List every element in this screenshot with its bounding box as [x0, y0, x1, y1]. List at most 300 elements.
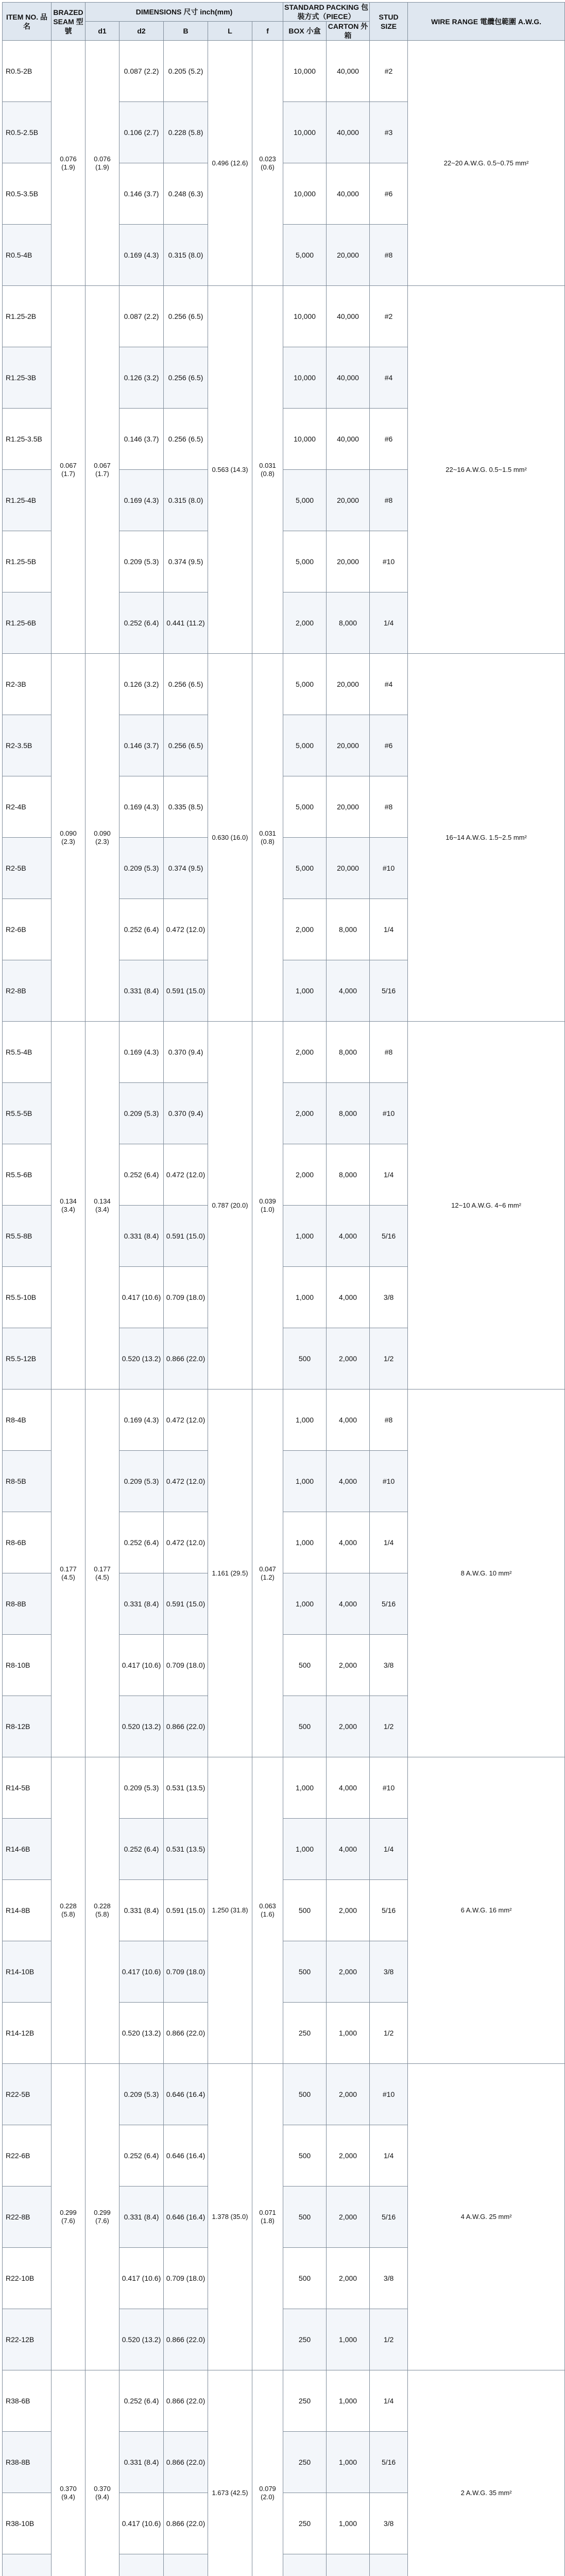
- carton-cell: 20,000: [327, 225, 370, 286]
- b-cell: 0.256 (6.5): [164, 286, 208, 347]
- b-cell: 0.709 (18.0): [164, 1267, 208, 1328]
- carton-cell: 1,000: [327, 2493, 370, 2554]
- col-dimensions: DIMENSIONS 尺寸 inch(mm): [85, 3, 283, 22]
- carton-cell: 2,000: [327, 1696, 370, 1757]
- stud-size-cell: #10: [370, 1083, 408, 1144]
- brazed-seam-cell: 0.177 (4.5): [52, 1389, 85, 1757]
- col-box: BOX 小盒: [283, 22, 327, 41]
- carton-cell: 40,000: [327, 163, 370, 225]
- d2-cell: 0.146 (3.7): [119, 715, 164, 776]
- stud-size-cell: 5/16: [370, 1206, 408, 1267]
- b-cell: 0.646 (16.4): [164, 2187, 208, 2248]
- l-cell: 0.630 (16.0): [208, 654, 252, 1022]
- wire-range-cell: 22~20 A.W.G. 0.5~0.75 mm²: [408, 41, 565, 286]
- d2-cell: 0.520 (13.2): [119, 1696, 164, 1757]
- f-cell: 0.047 (1.2): [252, 1389, 283, 1757]
- stud-size-cell: #4: [370, 347, 408, 409]
- carton-cell: 4,000: [327, 1267, 370, 1328]
- brazed-seam-cell: 0.134 (3.4): [52, 1022, 85, 1389]
- carton-cell: 1,000: [327, 2003, 370, 2064]
- carton-cell: 20,000: [327, 654, 370, 715]
- box-cell: 500: [283, 1696, 327, 1757]
- carton-cell: [327, 2554, 370, 2576]
- item-no-cell: R8-8B: [3, 1573, 52, 1635]
- b-cell: 0.472 (12.0): [164, 1144, 208, 1206]
- d2-cell: 0.252 (6.4): [119, 1512, 164, 1573]
- stud-size-cell: 3/8: [370, 2248, 408, 2309]
- item-no-cell: R2-3.5B: [3, 715, 52, 776]
- brazed-seam-cell: 0.370 (9.4): [52, 2370, 85, 2576]
- item-no-cell: R0.5-4B: [3, 225, 52, 286]
- f-cell: 0.031 (0.8): [252, 286, 283, 654]
- d2-cell: 0.146 (3.7): [119, 409, 164, 470]
- d2-cell: 0.252 (6.4): [119, 1819, 164, 1880]
- carton-cell: 40,000: [327, 347, 370, 409]
- d2-cell: 0.209 (5.3): [119, 838, 164, 899]
- b-cell: 0.646 (16.4): [164, 2125, 208, 2187]
- carton-cell: 2,000: [327, 1880, 370, 1941]
- f-cell: 0.023 (0.6): [252, 41, 283, 286]
- d1-cell: 0.076 (1.9): [85, 41, 119, 286]
- d2-cell: 0.252 (6.4): [119, 1144, 164, 1206]
- box-cell: 5,000: [283, 715, 327, 776]
- col-l: L: [208, 22, 252, 41]
- d1-cell: 0.370 (9.4): [85, 2370, 119, 2576]
- box-cell: 1,000: [283, 1757, 327, 1819]
- carton-cell: 40,000: [327, 41, 370, 102]
- carton-cell: 20,000: [327, 531, 370, 592]
- box-cell: [283, 2554, 327, 2576]
- box-cell: 5,000: [283, 654, 327, 715]
- b-cell: 0.374 (9.5): [164, 531, 208, 592]
- box-cell: 10,000: [283, 286, 327, 347]
- b-cell: 0.866 (22.0): [164, 2309, 208, 2370]
- item-no-cell: R14-8B: [3, 1880, 52, 1941]
- box-cell: 2,000: [283, 592, 327, 654]
- item-no-cell: [3, 2554, 52, 2576]
- b-cell: 0.370 (9.4): [164, 1083, 208, 1144]
- item-no-cell: R2-3B: [3, 654, 52, 715]
- carton-cell: 8,000: [327, 1083, 370, 1144]
- stud-size-cell: #6: [370, 715, 408, 776]
- box-cell: 5,000: [283, 531, 327, 592]
- box-cell: 500: [283, 1941, 327, 2003]
- b-cell: 0.531 (13.5): [164, 1757, 208, 1819]
- box-cell: 1,000: [283, 1389, 327, 1451]
- d2-cell: 0.520 (13.2): [119, 1328, 164, 1389]
- wire-range-cell: 2 A.W.G. 35 mm²: [408, 2370, 565, 2576]
- box-cell: 10,000: [283, 347, 327, 409]
- col-wire-range: WIRE RANGE 電纜包範圍 A.W.G.: [408, 3, 565, 41]
- box-cell: 500: [283, 2064, 327, 2125]
- box-cell: 1,000: [283, 1573, 327, 1635]
- d2-cell: 0.331 (8.4): [119, 1573, 164, 1635]
- b-cell: 0.472 (12.0): [164, 899, 208, 960]
- table-row: [3, 2064, 565, 2125]
- b-cell: 0.370 (9.4): [164, 1022, 208, 1083]
- d2-cell: 0.126 (3.2): [119, 347, 164, 409]
- stud-size-cell: #10: [370, 1757, 408, 1819]
- box-cell: 500: [283, 2125, 327, 2187]
- f-cell: 0.071 (1.8): [252, 2064, 283, 2370]
- item-no-cell: R2-8B: [3, 960, 52, 1022]
- b-cell: 0.315 (8.0): [164, 225, 208, 286]
- stud-size-cell: 1/4: [370, 899, 408, 960]
- box-cell: 5,000: [283, 776, 327, 838]
- d2-cell: [119, 2554, 164, 2576]
- stud-size-cell: 5/16: [370, 2187, 408, 2248]
- carton-cell: 1,000: [327, 2432, 370, 2493]
- b-cell: 0.866 (22.0): [164, 2432, 208, 2493]
- b-cell: 0.374 (9.5): [164, 838, 208, 899]
- box-cell: 500: [283, 1880, 327, 1941]
- b-cell: 0.591 (15.0): [164, 1573, 208, 1635]
- b-cell: 0.472 (12.0): [164, 1451, 208, 1512]
- stud-size-cell: #6: [370, 163, 408, 225]
- item-no-cell: R5.5-4B: [3, 1022, 52, 1083]
- stud-size-cell: #8: [370, 1389, 408, 1451]
- box-cell: 2,000: [283, 899, 327, 960]
- item-no-cell: R38-6B: [3, 2370, 52, 2432]
- item-no-cell: R8-6B: [3, 1512, 52, 1573]
- box-cell: 10,000: [283, 41, 327, 102]
- stud-size-cell: #2: [370, 41, 408, 102]
- carton-cell: 2,000: [327, 2064, 370, 2125]
- col-b: B: [164, 22, 208, 41]
- carton-cell: 40,000: [327, 409, 370, 470]
- item-no-cell: R5.5-10B: [3, 1267, 52, 1328]
- brazed-seam-cell: 0.090 (2.3): [52, 654, 85, 1022]
- box-cell: 10,000: [283, 163, 327, 225]
- b-cell: 0.709 (18.0): [164, 1635, 208, 1696]
- l-cell: 0.496 (12.6): [208, 41, 252, 286]
- brazed-seam-cell: 0.067 (1.7): [52, 286, 85, 654]
- table-row: [3, 1757, 565, 1819]
- b-cell: 0.591 (15.0): [164, 1880, 208, 1941]
- box-cell: 250: [283, 2309, 327, 2370]
- carton-cell: 20,000: [327, 470, 370, 531]
- d2-cell: 0.087 (2.2): [119, 286, 164, 347]
- stud-size-cell: #2: [370, 286, 408, 347]
- item-no-cell: R5.5-6B: [3, 1144, 52, 1206]
- b-cell: 0.441 (11.2): [164, 592, 208, 654]
- stud-size-cell: #10: [370, 838, 408, 899]
- box-cell: 5,000: [283, 838, 327, 899]
- d2-cell: 0.169 (4.3): [119, 776, 164, 838]
- table-row: [3, 1389, 565, 1451]
- item-no-cell: R8-10B: [3, 1635, 52, 1696]
- b-cell: 0.591 (15.0): [164, 960, 208, 1022]
- stud-size-cell: #8: [370, 470, 408, 531]
- d2-cell: 0.331 (8.4): [119, 960, 164, 1022]
- d1-cell: 0.134 (3.4): [85, 1022, 119, 1389]
- d2-cell: 0.331 (8.4): [119, 2432, 164, 2493]
- item-no-cell: R22-12B: [3, 2309, 52, 2370]
- carton-cell: 2,000: [327, 2125, 370, 2187]
- b-cell: 0.866 (22.0): [164, 1328, 208, 1389]
- box-cell: 1,000: [283, 1819, 327, 1880]
- stud-size-cell: 5/16: [370, 960, 408, 1022]
- col-d1: d1: [85, 22, 119, 41]
- f-cell: 0.031 (0.8): [252, 654, 283, 1022]
- carton-cell: 4,000: [327, 1757, 370, 1819]
- d2-cell: 0.520 (13.2): [119, 2003, 164, 2064]
- item-no-cell: R5.5-12B: [3, 1328, 52, 1389]
- box-cell: 250: [283, 2493, 327, 2554]
- stud-size-cell: 5/16: [370, 2432, 408, 2493]
- b-cell: [164, 2554, 208, 2576]
- brazed-seam-cell: 0.228 (5.8): [52, 1757, 85, 2064]
- d2-cell: 0.106 (2.7): [119, 102, 164, 163]
- f-cell: 0.063 (1.6): [252, 1757, 283, 2064]
- item-no-cell: R2-6B: [3, 899, 52, 960]
- box-cell: 1,000: [283, 1451, 327, 1512]
- carton-cell: 40,000: [327, 102, 370, 163]
- b-cell: 0.472 (12.0): [164, 1512, 208, 1573]
- d2-cell: 0.209 (5.3): [119, 1757, 164, 1819]
- wire-range-cell: 4 A.W.G. 25 mm²: [408, 2064, 565, 2370]
- carton-cell: 2,000: [327, 2187, 370, 2248]
- carton-cell: 1,000: [327, 2370, 370, 2432]
- item-no-cell: R1.25-5B: [3, 531, 52, 592]
- item-no-cell: R1.25-2B: [3, 286, 52, 347]
- table-row: [3, 654, 565, 715]
- item-no-cell: R14-5B: [3, 1757, 52, 1819]
- stud-size-cell: 1/4: [370, 2370, 408, 2432]
- d1-cell: 0.067 (1.7): [85, 286, 119, 654]
- carton-cell: 8,000: [327, 592, 370, 654]
- box-cell: 1,000: [283, 1267, 327, 1328]
- stud-size-cell: 1/2: [370, 2309, 408, 2370]
- box-cell: 10,000: [283, 409, 327, 470]
- carton-cell: 4,000: [327, 1451, 370, 1512]
- d2-cell: 0.126 (3.2): [119, 654, 164, 715]
- l-cell: 1.673 (42.5): [208, 2370, 252, 2576]
- col-item-no: ITEM NO. 品名: [3, 3, 52, 41]
- stud-size-cell: 3/8: [370, 1635, 408, 1696]
- d2-cell: 0.169 (4.3): [119, 225, 164, 286]
- item-no-cell: R14-10B: [3, 1941, 52, 2003]
- stud-size-cell: 1/2: [370, 2003, 408, 2064]
- b-cell: 0.531 (13.5): [164, 1819, 208, 1880]
- d2-cell: 0.331 (8.4): [119, 1206, 164, 1267]
- box-cell: 1,000: [283, 960, 327, 1022]
- box-cell: 500: [283, 2187, 327, 2248]
- stud-size-cell: #8: [370, 776, 408, 838]
- d2-cell: 0.146 (3.7): [119, 163, 164, 225]
- stud-size-cell: 1/4: [370, 2125, 408, 2187]
- brazed-seam-cell: 0.076 (1.9): [52, 41, 85, 286]
- b-cell: 0.256 (6.5): [164, 347, 208, 409]
- d2-cell: 0.209 (5.3): [119, 1083, 164, 1144]
- carton-cell: 4,000: [327, 1512, 370, 1573]
- table-row: [3, 1022, 565, 1083]
- b-cell: 0.866 (22.0): [164, 2003, 208, 2064]
- b-cell: 0.866 (22.0): [164, 1696, 208, 1757]
- table-body: [3, 41, 565, 2576]
- wire-range-cell: 16~14 A.W.G. 1.5~2.5 mm²: [408, 654, 565, 1022]
- item-no-cell: R0.5-2B: [3, 41, 52, 102]
- b-cell: 0.709 (18.0): [164, 1941, 208, 2003]
- stud-size-cell: 1/4: [370, 1819, 408, 1880]
- b-cell: 0.646 (16.4): [164, 2064, 208, 2125]
- b-cell: 0.335 (8.5): [164, 776, 208, 838]
- d2-cell: 0.252 (6.4): [119, 2125, 164, 2187]
- col-stud-size: STUD SIZE: [370, 3, 408, 41]
- item-no-cell: R22-5B: [3, 2064, 52, 2125]
- wire-range-cell: 6 A.W.G. 16 mm²: [408, 1757, 565, 2064]
- b-cell: 0.228 (5.8): [164, 102, 208, 163]
- b-cell: 0.866 (22.0): [164, 2370, 208, 2432]
- carton-cell: 8,000: [327, 1144, 370, 1206]
- item-no-cell: R2-5B: [3, 838, 52, 899]
- box-cell: 10,000: [283, 102, 327, 163]
- b-cell: 0.205 (5.2): [164, 41, 208, 102]
- stud-size-cell: 3/8: [370, 2493, 408, 2554]
- col-carton: CARTON 外箱: [327, 22, 370, 41]
- carton-cell: 20,000: [327, 838, 370, 899]
- col-brazed-seam: BRAZED SEAM 型號: [52, 3, 85, 41]
- b-cell: 0.256 (6.5): [164, 715, 208, 776]
- wire-range-cell: 12~10 A.W.G. 4~6 mm²: [408, 1022, 565, 1389]
- d2-cell: 0.252 (6.4): [119, 2370, 164, 2432]
- box-cell: 5,000: [283, 470, 327, 531]
- d2-cell: 0.417 (10.6): [119, 1941, 164, 2003]
- item-no-cell: R22-8B: [3, 2187, 52, 2248]
- stud-size-cell: 1/4: [370, 1144, 408, 1206]
- item-no-cell: R38-8B: [3, 2432, 52, 2493]
- wire-range-cell: 8 A.W.G. 10 mm²: [408, 1389, 565, 1757]
- d2-cell: 0.331 (8.4): [119, 2187, 164, 2248]
- stud-size-cell: 1/2: [370, 1328, 408, 1389]
- item-no-cell: R38-10B: [3, 2493, 52, 2554]
- carton-cell: 2,000: [327, 2248, 370, 2309]
- l-cell: 1.250 (31.8): [208, 1757, 252, 2064]
- col-standard-packing: STANDARD PACKING 包裝方式（PIECE）: [283, 3, 370, 22]
- item-no-cell: R1.25-3.5B: [3, 409, 52, 470]
- table-row: [3, 41, 565, 102]
- d2-cell: 0.169 (4.3): [119, 1389, 164, 1451]
- d2-cell: 0.087 (2.2): [119, 41, 164, 102]
- box-cell: 5,000: [283, 225, 327, 286]
- item-no-cell: R0.5-2.5B: [3, 102, 52, 163]
- stud-size-cell: 5/16: [370, 1573, 408, 1635]
- item-no-cell: R1.25-3B: [3, 347, 52, 409]
- stud-size-cell: 3/8: [370, 1267, 408, 1328]
- item-no-cell: R8-12B: [3, 1696, 52, 1757]
- item-no-cell: R1.25-6B: [3, 592, 52, 654]
- carton-cell: 2,000: [327, 1941, 370, 2003]
- d2-cell: 0.209 (5.3): [119, 531, 164, 592]
- stud-size-cell: 1/4: [370, 1512, 408, 1573]
- stud-size-cell: #8: [370, 225, 408, 286]
- carton-cell: 8,000: [327, 899, 370, 960]
- stud-size-cell: 5/16: [370, 1880, 408, 1941]
- stud-size-cell: #4: [370, 654, 408, 715]
- l-cell: 1.161 (29.5): [208, 1389, 252, 1757]
- box-cell: 2,000: [283, 1144, 327, 1206]
- carton-cell: 4,000: [327, 1819, 370, 1880]
- box-cell: 1,000: [283, 1206, 327, 1267]
- table-row: [3, 286, 565, 347]
- item-no-cell: R14-6B: [3, 1819, 52, 1880]
- item-no-cell: R5.5-8B: [3, 1206, 52, 1267]
- item-no-cell: R2-4B: [3, 776, 52, 838]
- carton-cell: 4,000: [327, 1573, 370, 1635]
- carton-cell: 4,000: [327, 1206, 370, 1267]
- stud-size-cell: #3: [370, 102, 408, 163]
- d2-cell: 0.169 (4.3): [119, 470, 164, 531]
- wire-range-cell: 22~16 A.W.G. 0.5~1.5 mm²: [408, 286, 565, 654]
- item-no-cell: R14-12B: [3, 2003, 52, 2064]
- box-cell: 2,000: [283, 1022, 327, 1083]
- item-no-cell: R22-6B: [3, 2125, 52, 2187]
- b-cell: 0.315 (8.0): [164, 470, 208, 531]
- b-cell: 0.591 (15.0): [164, 1206, 208, 1267]
- stud-size-cell: 1/4: [370, 592, 408, 654]
- stud-size-cell: #6: [370, 409, 408, 470]
- l-cell: 0.787 (20.0): [208, 1022, 252, 1389]
- stud-size-cell: #8: [370, 1022, 408, 1083]
- b-cell: 0.256 (6.5): [164, 409, 208, 470]
- box-cell: 250: [283, 2003, 327, 2064]
- stud-size-cell: #10: [370, 531, 408, 592]
- box-cell: 500: [283, 2248, 327, 2309]
- carton-cell: 4,000: [327, 1389, 370, 1451]
- d2-cell: 0.252 (6.4): [119, 899, 164, 960]
- carton-cell: 8,000: [327, 1022, 370, 1083]
- b-cell: 0.866 (22.0): [164, 2493, 208, 2554]
- carton-cell: 2,000: [327, 1635, 370, 1696]
- box-cell: 500: [283, 1328, 327, 1389]
- table-header: [3, 3, 565, 41]
- spec-table: [2, 2, 565, 2576]
- stud-size-cell: [370, 2554, 408, 2576]
- d1-cell: 0.228 (5.8): [85, 1757, 119, 2064]
- carton-cell: 4,000: [327, 960, 370, 1022]
- d1-cell: 0.177 (4.5): [85, 1389, 119, 1757]
- d2-cell: 0.417 (10.6): [119, 1635, 164, 1696]
- stud-size-cell: 1/2: [370, 1696, 408, 1757]
- item-no-cell: R8-4B: [3, 1389, 52, 1451]
- stud-size-cell: #10: [370, 2064, 408, 2125]
- b-cell: 0.248 (6.3): [164, 163, 208, 225]
- box-cell: 2,000: [283, 1083, 327, 1144]
- carton-cell: 2,000: [327, 1328, 370, 1389]
- carton-cell: 40,000: [327, 286, 370, 347]
- item-no-cell: R22-10B: [3, 2248, 52, 2309]
- box-cell: 1,000: [283, 1512, 327, 1573]
- d2-cell: 0.520 (13.2): [119, 2309, 164, 2370]
- col-f: f: [252, 22, 283, 41]
- item-no-cell: R8-5B: [3, 1451, 52, 1512]
- d2-cell: 0.209 (5.3): [119, 1451, 164, 1512]
- stud-size-cell: #10: [370, 1451, 408, 1512]
- table-row: [3, 2370, 565, 2432]
- brazed-seam-cell: 0.299 (7.6): [52, 2064, 85, 2370]
- b-cell: 0.709 (18.0): [164, 2248, 208, 2309]
- d2-cell: 0.417 (10.6): [119, 2493, 164, 2554]
- d2-cell: 0.417 (10.6): [119, 1267, 164, 1328]
- f-cell: 0.079 (2.0): [252, 2370, 283, 2576]
- item-no-cell: R0.5-3.5B: [3, 163, 52, 225]
- box-cell: 250: [283, 2432, 327, 2493]
- carton-cell: 1,000: [327, 2309, 370, 2370]
- carton-cell: 20,000: [327, 776, 370, 838]
- d1-cell: 0.090 (2.3): [85, 654, 119, 1022]
- b-cell: 0.472 (12.0): [164, 1389, 208, 1451]
- b-cell: 0.256 (6.5): [164, 654, 208, 715]
